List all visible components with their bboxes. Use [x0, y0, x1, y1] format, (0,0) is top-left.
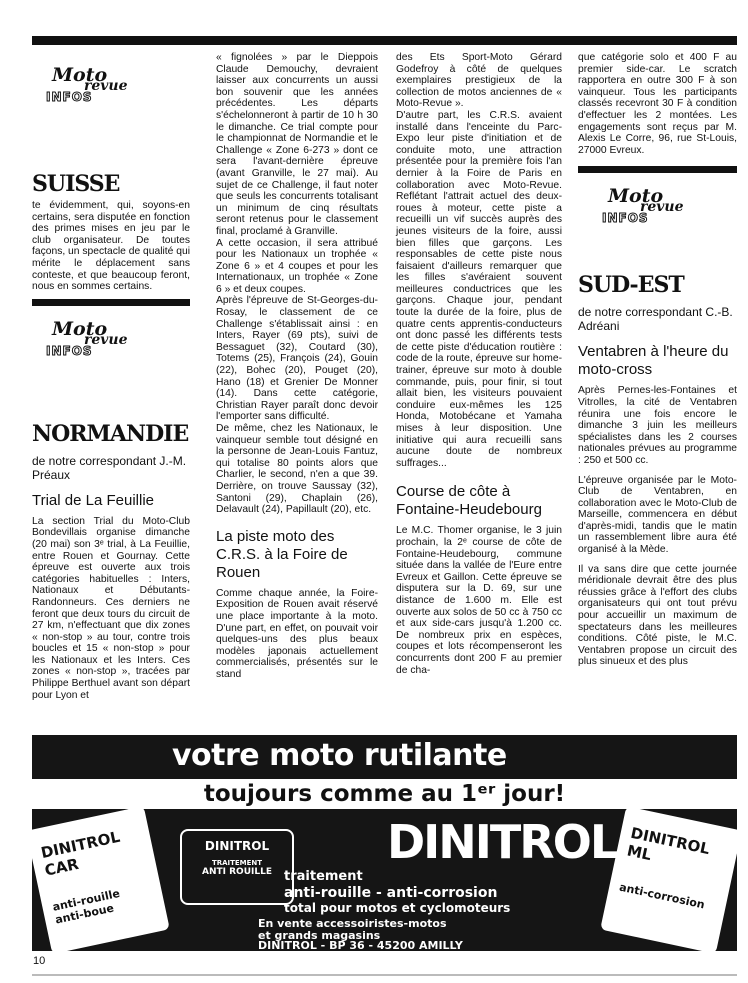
- article-text: Après l'épreuve de St-Georges-du-Rosay, le classement de ce Challenge s'établissait ainsi : en Inters, Rayer (69 pts), suivi de Bessaguet (32), Coutard (30), Totems (25), François (24), Gouin (22), Bohec (20), Pouget (20), Hano (18) et Grenier De Monner (14). Dans cette catégorie, Christian Rayer paraît donc devoir l'emporter sans difficulté.: [216, 295, 378, 423]
- can-ml-label: DINITROL ML: [625, 823, 712, 865]
- logo-infos: INFOS: [602, 211, 649, 226]
- ad-address: DINITROL - BP 36 - 45200 AMILLY: [258, 939, 463, 951]
- column-3: [396, 52, 562, 676]
- article-text: des Ets Sport-Moto Gérard Godefroy à côté de quelques exemplaires prestigieux de la collection de motos anciennes de « Moto-Revue ».: [396, 52, 562, 110]
- ad-traitement: traitement: [284, 869, 363, 884]
- article-text: Après Pernes-les-Fontaines et Vitrolles, la cité de Ventabren réunira une fois encore le dimanche 3 juin les meilleurs spécialistes dans les 2 courses nationales prévues au programme : 250 et 500 cc.: [578, 385, 737, 466]
- logo-revue: revue: [640, 199, 684, 216]
- article-text: Il va sans dire que cette journée méridionale devrait être des plus réussies grâce à l'effort des clubs organisateurs qui ont tout prévu pour accueillir un maximum de spectateurs dans les meilleures conditions. Côté piste, le M.C. Ventabren propose un circuit des plus sinueux et des plus: [578, 563, 737, 668]
- column-2: [216, 52, 378, 681]
- article-text: D'autre part, les C.R.S. avaient installé dans l'enceinte du Parc-Expo leur piste d'initiation et de conduite moto, une attraction présentée pour la première fois l'an dernier à la Foire de Paris en collaboration avec Moto-Revue. Reflétant l'attrait actuel des deux-roues à moteur, cette piste a recueilli un vif succès auprès des jeunes visiteurs de la foire, aussi bien filles que garçons. Les responsables de cette piste nous faisaient d'ailleurs remarquer que les filles s'avéraient souvent meilleures conductrices que les garçons. Chaque jour, pendant toute la durée de la foire, plus de quatre cents apprentis-conducteurs ont donc passé les différents tests de cette piste d'éducation routière : code de la route, épreuve sur home-trainer, épreuve sur moto à double commande, puis, pour finir, si tout allait bien, les visiteurs pouvaient conduire eux-mêmes les 125 Honda, Motobécane et Yamaha mises à leur disposition. Une initiative qui aura recueilli sans aucune doute de nombreux suffrages...: [396, 109, 562, 469]
- logo-revue: revue: [84, 78, 128, 94]
- logo-infos: INFOS: [46, 343, 93, 358]
- article-text: te évidemment, qui, soyons-en certains, sera disputée en fonction des primes mises en jeu par le club organisateur. De toutes façons, un spectacle de qualité qui mérite le déplacement sans conteste, et que beaucoup feront, nous en sommes certains.: [32, 200, 190, 293]
- rubric-sud-est: SUD-EST: [578, 272, 684, 299]
- emblem-brand: DINITROL: [204, 839, 270, 853]
- logo-infos: INFOS: [46, 90, 93, 104]
- correspondent-line: de notre correspondant C.-B. Adréani: [578, 305, 733, 334]
- column-1: [32, 58, 190, 701]
- top-rule: [32, 36, 737, 45]
- ad-brand: DINITROL: [387, 815, 618, 869]
- logo-moto: Moto: [52, 64, 108, 86]
- emblem-sub: TRAITEMENT: [211, 859, 263, 867]
- section-rule: [578, 166, 737, 173]
- logo-moto: Moto: [52, 317, 108, 340]
- ad-headline: votre moto rutilante: [172, 738, 507, 773]
- spray-can-ml: [600, 806, 737, 951]
- spray-can-car: [32, 806, 170, 951]
- ad-subline: toujours comme au 1ᵉʳ jour!: [32, 779, 737, 809]
- article-text: Le M.C. Thomer organise, le 3 juin prochain, la 2ᵉ course de côte de Fontaine-Heudebourg, commune située dans la vallée de l'Eure entre Evreux et Gaillon. Cette épreuve se disputera sur la D. 69, sur une distance de 1.600 m. Elle est ouverte aux solos de 50 cc à 750 cc et aux side-cars jusqu'à 1.200 cc. De nombreux prix en espèces, coupes et lots récompenseront les concurrents dont 200 F au premier de cha-: [396, 525, 562, 676]
- can-car-side: anti-rouille anti-boue: [51, 886, 122, 927]
- ad-total: total pour motos et cyclomoteurs: [284, 901, 511, 915]
- can-car-label: DINITROL CAR: [39, 827, 122, 880]
- article-heading: Ventabren à l'heure du moto-cross: [578, 343, 729, 379]
- article-heading: Course de côte à Fontaine-Heudebourg: [396, 483, 542, 519]
- ad-sale-2: et grands magasins: [258, 929, 381, 942]
- article-text: que catégorie solo et 400 F au premier side-car. Le scratch rapportera en outre 300 F à son vainqueur. Tous les participants classés recevront 30 F à condition d'effectuer les 2 montées. Les engagements sont reçus par M. Alexis Le Corre, 96, rue St-Louis, 27000 Evreux.: [578, 52, 737, 156]
- can-ml-side: anti-corrosion: [618, 880, 706, 912]
- article-text: De même, chez les Nationaux, le vainqueur semble tout désigné en la personne de Jean-Louis Fantuz, qui totalise 80 points alors que Charlier, le second, n'en a que 39. Derrière, on trouve Saussay (32), Santoni (29), Chaplain (26), Delavault (24), Papillault (20), etc.: [216, 423, 378, 516]
- emblem-anti: ANTI ROUILLE: [202, 867, 272, 877]
- dinitrol-emblem: [180, 829, 294, 905]
- column-4: [578, 52, 737, 668]
- correspondent-line: de notre correspondant J.-M. Préaux: [32, 453, 187, 482]
- rubric-normandie: NORMANDIE: [32, 420, 189, 447]
- rubric-suisse: SUISSE: [32, 171, 120, 197]
- article-text: La section Trial du Moto-Club Bondevillais organise dimanche (20 mai) son 3ᵉ trial, à La Feuillie, entre Rouen et Gournay. Cette épreuve est ouverte aux trois catégories habituelles : Inters, Nationaux et Débutants-Randonneurs. Ces derniers ne feront que deux tours du circuit de 27 km, n'effectuant que dix zones « non-stop » au tour, contre trois boucles et 15 « non-stop » pour les Nationaux et les Inters. Ces zones « non-stop », tracées par Philippe Berthuel avant son départ pour Lyon et: [32, 515, 190, 701]
- ad-anti: anti-rouille - anti-corrosion: [284, 885, 498, 901]
- moto-revue-infos-logo-2: [32, 312, 190, 366]
- section-rule: [32, 299, 190, 306]
- moto-revue-infos-logo-3: [588, 179, 737, 233]
- logo-revue: revue: [84, 331, 128, 348]
- article-text: L'épreuve organisée par le Moto-Club de Ventabren, en collaboration avec le Moto-Club de Marseille, commencera en début d'après-midi, tandis que le matin un rassemblement libre aura été organisé à la Mède.: [578, 474, 737, 556]
- page-number: 10: [33, 955, 46, 967]
- dinitrol-advertisement: [32, 735, 737, 951]
- article-text: « fignolées » par le Dieppois Claude Demouchy, devraient laisser aux concurrents un aussi bon souvenir que les années précédentes. Les départs s'échelonneront à partir de 10 h 30 le dimanche. Ce trial compte pour le championnat de Normandie et le Challenge « Zone 6-273 » dont ce sera l'avant-dernière épreuve (avant Granville, le 27 mai). Au sujet de ce Challenge, il faut noter que seuls les concurrents totalisant un minimum de cinq résultats seront retenus pour le classement final, proclamé à Granville.: [216, 52, 378, 237]
- article-heading: Trial de La Feuillie: [32, 491, 154, 509]
- article-text: Comme chaque année, la Foire-Exposition de Rouen avait réservé une place importante à la moto. D'une part, en effet, on pouvait voir quelques-uns des plus beaux modèles japonais actuellement commercialisés, présentés sur le stand: [216, 587, 378, 680]
- bottom-rule: [32, 974, 737, 976]
- article-heading: La piste moto des C.R.S. à la Foire de Rouen: [216, 527, 348, 581]
- moto-revue-infos-logo: [32, 58, 190, 112]
- logo-moto: Moto: [608, 185, 664, 208]
- article-text: A cette occasion, il sera attribué pour les Nationaux un trophée « Zone 6 » et 4 coupes et pour les Internationaux, un trophée « Zone 6 » et deux coupes.: [216, 237, 378, 295]
- ad-sale-1: En vente accessoiristes-motos: [258, 917, 447, 930]
